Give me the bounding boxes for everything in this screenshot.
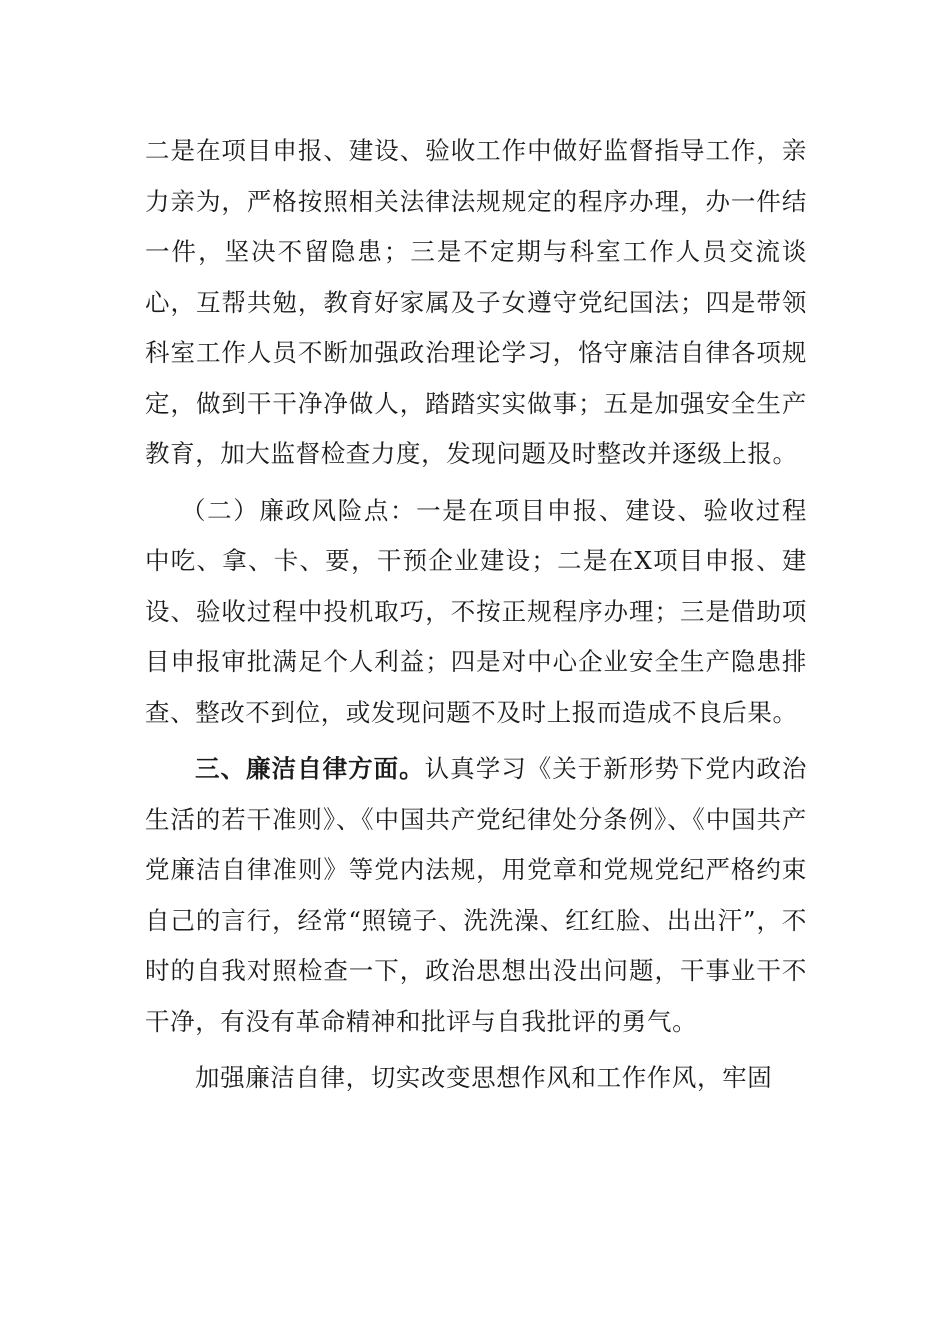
paragraph-self-discipline (145, 744, 807, 1047)
paragraph-strengthen-discipline: 加强廉洁自律，切实改变思想作风和工作作风，牢固 (195, 1063, 773, 1092)
document-page (145, 126, 807, 1110)
paragraph-risk-points: （二）廉政风险点：一是在项目申报、建设、验收过程中吃、拿、卡、要，干预企业建设；二是在X项目申报、建设、验收过程中投机取巧，不按正规程序办理；三是借助项目申报审批满足个人利益；四是对中心企业安全生产隐患排查、整改不到位，或发现问题不及时上报而造成不良后果。 (145, 495, 807, 727)
section-heading: 三、廉洁自律方面。 (195, 754, 425, 783)
paragraph-duties-continued: 二是在项目申报、建设、验收工作中做好监督指导工作，亲力亲为，严格按照相关法律法规规定的程序办理，办一件结一件，坚决不留隐患；三是不定期与科室工作人员交流谈心，互帮共勉，教育好家属及子女遵守党纪国法；四是带领科室工作人员不断加强政治理论学习，恪守廉洁自律各项规定，做到干干净净做人，踏踏实实做事；五是加强安全生产教育，加大监督检查力度，发现问题及时整改并逐级上报。 (145, 136, 807, 468)
section-body: 认真学习《关于新形势下党内政治生活的若干准则》、《中国共产党纪律处分条例》、《中国共产党廉洁自律准则》等党内法规，用党章和党规党纪严格约束自己的言行，经常“照镜子、洗洗澡、红红脸、出出汗”，不时的自我对照检查一下，政治思想出没出问题，干事业干不干净，有没有革命精神和批评与自我批评的勇气。 (145, 754, 807, 1036)
